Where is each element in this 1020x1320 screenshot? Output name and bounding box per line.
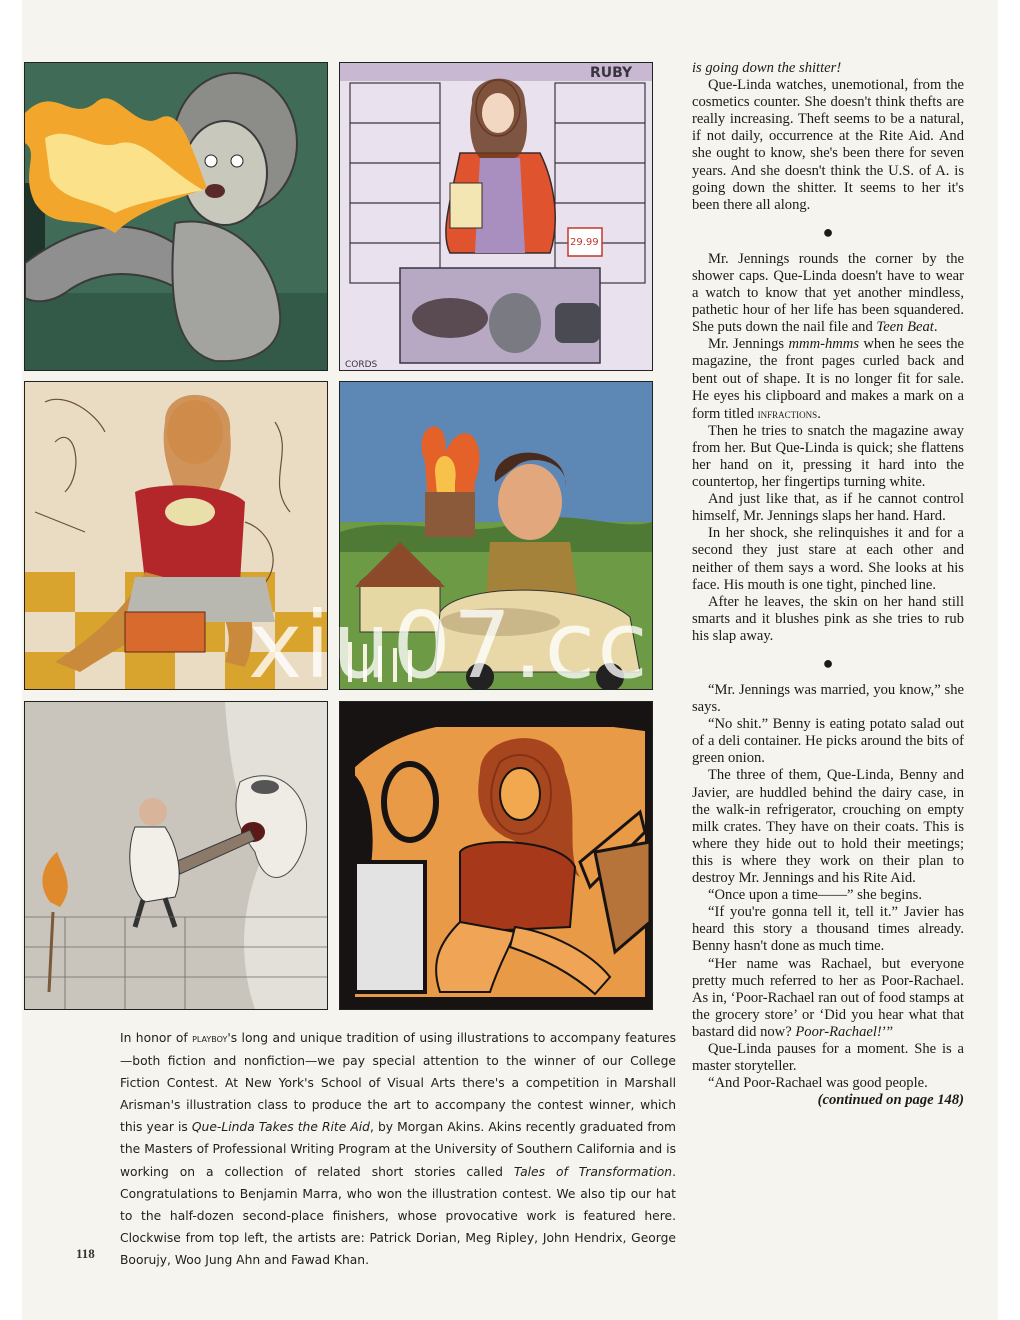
story-paragraph: Mr. Jennings rounds the corner by the shower caps. Que-Linda doesn't have to wear a watch to know that yet another mindless, pathetic hour of her life has been squandered. She puts down the nail file and Teen Beat.: [692, 250, 964, 336]
story-paragraph: “Mr. Jennings was married, you know,” she says.: [692, 682, 964, 716]
woman-in-car-artwork: [340, 702, 652, 1009]
illustration-hendrix: [24, 381, 328, 690]
section-break-bullet: ●: [822, 653, 834, 673]
illustration-caption: In honor of playboy's long and unique tradition of using illustrations to accompany features—both fiction and nonfiction—we pay special attention to the winner of our College Fiction Contest. At New York's School of Visual Arts there's a competition in Marshall Arisman's illustration class to produce the art to accompany the contest winner, which this year is Que-Linda Takes the Rite Aid, by Morgan Akins. Akins recently graduated from the Masters of Professional Writing Program at the University of Southern California and is working on a collection of related short stories called Tales of Transformation. Congratulations to Benjamin Marra, who won the illustration contest. We also tip our hat to the half-dozen second-place finishers, whose provocative work is featured here. Clockwise from top left, the artists are: Patrick Dorian, Meg Ripley, John Hendrix, George Boorujy, Woo Jung Ahn and Fawad Khan.: [120, 1031, 677, 1267]
story-lead-in: is going down the shitter!: [692, 60, 842, 76]
story-paragraph: “Once upon a time——” she begins.: [708, 887, 922, 904]
watermark: xiu07.cc: [248, 592, 650, 699]
story-paragraph: Then he tries to snatch the magazine away from her. But Que-Linda is quick; she flattens her hand on it, pressing it hard into the countertop, her fingertips turning white.: [692, 422, 964, 491]
seated-woman-artwork: [25, 382, 327, 689]
illustration-khan: [339, 701, 653, 1010]
story-paragraph: And just like that, as if he cannot control himself, Mr. Jennings slaps her hand. Hard.: [692, 491, 964, 525]
price-tag: 29.99: [570, 237, 599, 248]
story-paragraph: Que-Linda pauses for a moment. She is a master storyteller.: [692, 1040, 964, 1075]
story-paragraph: “If you're gonna tell it, tell it.” Javier has heard this story a thousand times already. Benny hasn't done as much time.: [692, 904, 964, 955]
store-sign-bottom: CORDS: [345, 360, 378, 370]
magazine-page: [22, 0, 998, 1320]
illustration-ahn: [24, 701, 328, 1010]
story-paragraph: “No shit.” Benny is eating potato salad out of a deli container. He picks around the bits of green onion.: [692, 716, 964, 767]
story-paragraph: Que-Linda watches, unemotional, from the cosmetics counter. She doesn't think thefts are really increasing. Theft seems to be a natural, if not daily, occurrence at the Rite Aid. And she ought to know, she's been there for seven years. And she doesn't think the U.S. of A. is going down the shitter. It seems to her it's been there all along.: [692, 77, 964, 213]
section-break-bullet: ●: [822, 221, 834, 242]
story-paragraph: The three of them, Que-Linda, Benny and Javier, are huddled behind the dairy case, in the walk-in refrigerator, crouching on empty milk crates. They have on their coats. This is where they hide out to hold their meetings; this is where they work on their plan to destroy Mr. Jennings and his Rite Aid.: [692, 767, 964, 887]
store-shoplifting-artwork: [340, 63, 652, 370]
story-paragraph: “Her name was Rachael, but everyone pretty much referred to her as Poor-Rachael. As in, ‘Poor-Rachael ran out of food stamps at the grocery store’ or ‘Did you hear what that bastard did now? Poor-Rachael!’”: [692, 955, 964, 1040]
burning-town-car-artwork: [340, 382, 652, 689]
illustration-boorujy: [339, 381, 653, 690]
illustration-ripley: [339, 62, 653, 371]
cigarette-man-artwork: [25, 702, 327, 1009]
illustration-dorian: [24, 62, 328, 371]
page-number: 118: [76, 1246, 95, 1261]
fire-breathing-woman-artwork: [25, 63, 327, 370]
continued-note: (continued on page 148): [817, 1092, 964, 1109]
story-paragraph: Mr. Jennings mmm-hmms when he sees the magazine, the front pages curled back and bent out of shape. It is no longer fit for sale. He eyes his clipboard and makes a mark on a form titled infractions.: [692, 336, 964, 422]
story-paragraph: In her shock, she relinquishes it and for a second they just stare at each other and neither of them says a word. She looks at his face. His mouth is one tight, pinched line.: [692, 525, 964, 593]
store-sign-top: RUBY: [590, 65, 633, 81]
story-paragraph: “And Poor-Rachael was good people.: [708, 1075, 928, 1092]
story-column: [692, 60, 964, 1109]
story-paragraph: After he leaves, the skin on her hand still smarts and it blushes pink as she tries to rub his slap away.: [692, 593, 964, 644]
